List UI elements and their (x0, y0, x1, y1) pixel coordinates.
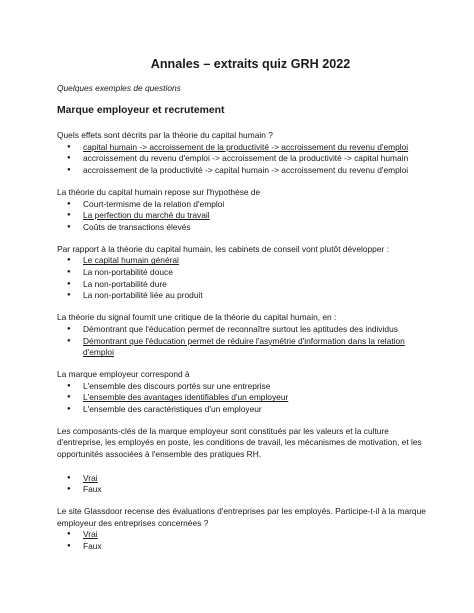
question-block (57, 506, 436, 553)
answer-option (57, 324, 436, 336)
question-block (57, 130, 436, 177)
document-title: Annales – extraits quiz GRH 2022 (150, 57, 351, 71)
answer-option-correct (57, 255, 436, 267)
answer-option (57, 279, 436, 291)
answer-text: L'ensemble des avantages identifiables d'un employeur (83, 392, 289, 403)
question-block (57, 244, 436, 303)
answer-option-correct (57, 336, 436, 359)
answer-option (57, 541, 436, 553)
answer-list (57, 473, 436, 496)
question-text: Les composants-clés de la marque employeur sont constitués par les valeurs et la culture d'entreprise, les employés en poste, les conditions de travail, les mécanismes de motivation, et les opportunités associées à l'ensemble des pratiques RH. (57, 425, 422, 460)
blank-line (57, 461, 436, 473)
answer-text: L'ensemble des caractéristiques d'un employeur (83, 404, 262, 415)
answer-option (57, 290, 436, 302)
answer-text: La non-portabilité dure (83, 278, 167, 289)
answer-list (57, 199, 436, 234)
answer-text: La non-portabilité liée au produit (83, 290, 203, 301)
answer-text: Faux (83, 484, 102, 495)
answer-option-correct (57, 473, 436, 485)
answer-text: La non-portabilité douce (83, 267, 173, 278)
answer-option (57, 484, 436, 496)
question-text: Quels effets sont décrits par la théorie du capital humain ? (57, 130, 273, 140)
answer-text: Faux (83, 541, 102, 552)
answer-text: Vrai (83, 529, 98, 540)
question-block (57, 369, 436, 416)
answer-text: accroissement du revenu d'emploi -> accroissement de la productivité -> capital humain (83, 153, 409, 164)
answer-list (57, 381, 436, 416)
answer-list (57, 529, 436, 552)
answer-option (57, 267, 436, 279)
question-list (57, 130, 436, 553)
answer-text: Vrai (83, 472, 98, 483)
answer-text: Démontrant que l'éducation permet de réduire l'asymétrie d'information dans la relation d'emploi (83, 335, 405, 358)
question-block (57, 312, 436, 359)
answer-list (57, 324, 436, 359)
answer-option-correct (57, 392, 436, 404)
question-text: Le site Glassdoor recense des évaluations d'entreprises par les employés. Participe-t-il à la marque employeur des entreprises concernées ? (57, 505, 426, 528)
answer-text: Le capital humain général (83, 255, 179, 266)
answer-option (57, 404, 436, 416)
answer-text: L'ensemble des discours portés sur une entreprise (83, 380, 271, 391)
question-block (57, 426, 436, 496)
answer-text: accroissement de la productivité -> capital humain -> accroissement du revenu d'emploi (83, 165, 409, 176)
question-block (57, 187, 436, 234)
answer-text: La perfection du marché du travail (83, 210, 210, 221)
question-text: Par rapport à la théorie du capital humain, les cabinets de conseil vont plutôt développer : (57, 243, 389, 254)
answer-list (57, 142, 436, 177)
answer-option (57, 381, 436, 393)
question-text: La marque employeur correspond à (57, 368, 190, 379)
answer-option (57, 165, 436, 177)
answer-list (57, 255, 436, 302)
question-text: La théorie du signal fournit une critique de la théorie du capital humain, en : (57, 312, 337, 323)
answer-option-correct (57, 210, 436, 222)
answer-text: Coûts de transactions élevés (83, 221, 191, 232)
answer-option (57, 153, 436, 165)
answer-option (57, 222, 436, 234)
question-text: La théorie du capital humain repose sur l'hypothèse de (57, 186, 261, 197)
document-subtitle: Quelques exemples de questions (57, 83, 181, 93)
section-heading: Marque employeur et recrutement (57, 105, 225, 116)
answer-text: Démontrant que l'éducation permet de reconnaître surtout les aptitudes des individus (83, 323, 398, 334)
answer-option (57, 199, 436, 211)
answer-text: capital humain -> accroissement de la productivité -> accroissement du revenu d'emploi (83, 141, 409, 152)
answer-text: Court-termisme de la relation d'emploi (83, 198, 225, 209)
answer-option-correct (57, 142, 436, 154)
answer-option-correct (57, 529, 436, 541)
